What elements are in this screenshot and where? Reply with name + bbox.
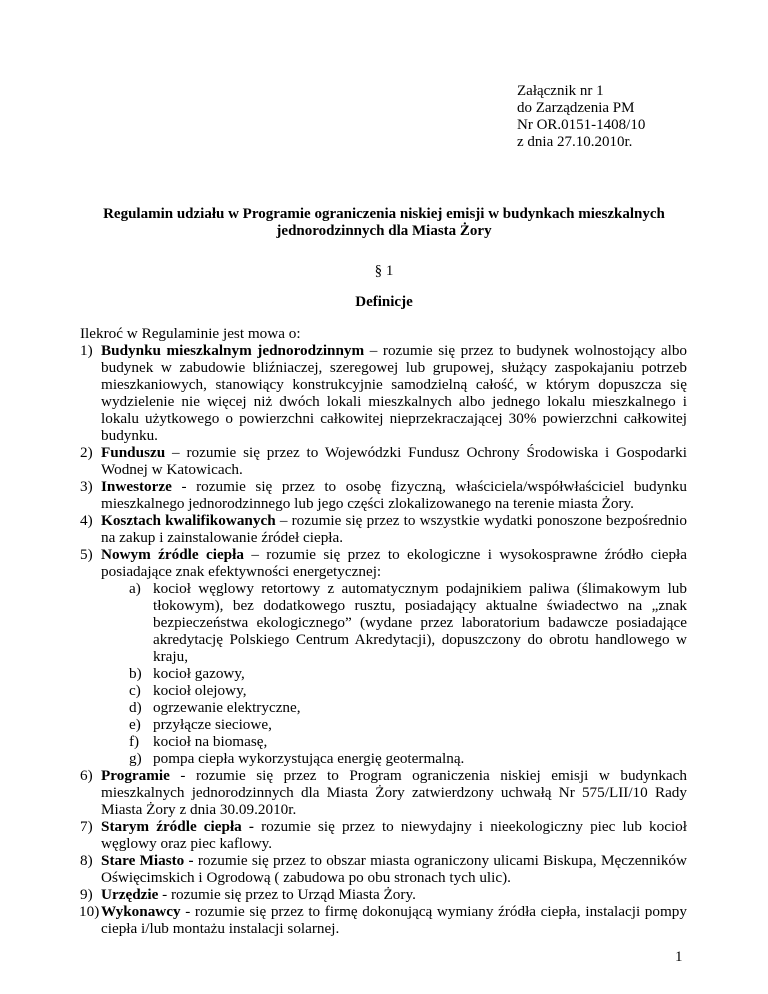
heat-source-item — [101, 665, 687, 682]
definition-text: - rozumie się przez to osobę fizyczną, właściciela/współwłaściciel budynku mieszkalnego jednorodzinnego lub jego części zlokalizowanego na terenie miasta Żory. — [101, 478, 687, 512]
document-title: Regulamin udziału w Programie ograniczenia niskiej emisji w budynkach mieszkalnych jednorodzinnych dla Miasta Żory — [103, 206, 665, 239]
sub-item-letter: f) — [129, 733, 140, 750]
definition-item — [80, 512, 687, 546]
sub-item-letter: g) — [129, 750, 142, 767]
item-number: 6) — [80, 767, 93, 784]
heat-source-item — [101, 699, 687, 716]
definitions-list — [80, 342, 687, 937]
item-number: 10) — [79, 903, 100, 920]
heat-source-item — [101, 682, 687, 699]
heat-source-item — [101, 750, 687, 767]
sub-item-letter: a) — [129, 580, 141, 597]
item-number: 5) — [80, 546, 93, 563]
heat-source-text: kocioł gazowy, — [153, 665, 245, 682]
item-number: 3) — [80, 478, 93, 495]
definition-text: - rozumie się przez to Urząd Miasta Żory. — [158, 886, 416, 903]
annex-line: do Zarządzenia PM — [517, 100, 635, 116]
definition-item — [80, 767, 687, 818]
sub-item-letter: d) — [129, 699, 142, 716]
sub-item-letter: e) — [129, 716, 141, 733]
heat-source-text: kocioł na biomasę, — [153, 733, 268, 750]
definition-term: Inwestorze — [101, 478, 172, 495]
definition-term: Urzędzie — [101, 886, 159, 903]
definition-item — [80, 886, 687, 903]
item-number: 1) — [80, 342, 93, 359]
sub-item-letter: b) — [129, 665, 142, 682]
definition-item — [80, 546, 687, 767]
heat-source-item — [101, 733, 687, 750]
definition-term: Wykonawcy — [101, 903, 181, 920]
sub-item-letter: c) — [129, 682, 141, 699]
definition-item — [80, 818, 687, 852]
definition-term: Nowym źródle ciepła — [101, 546, 244, 563]
page-number: 1 — [675, 949, 683, 965]
heat-source-text: pompa ciepła wykorzystująca energię geotermalną. — [153, 750, 465, 767]
definition-text: - rozumie się przez to firmę dokonującą wymiany źródła ciepła, instalacji pompy ciepła i/lub montażu instalacji solarnej. — [101, 903, 687, 937]
heat-source-text: kocioł olejowy, — [153, 682, 247, 699]
item-number: 9) — [80, 886, 93, 903]
heat-source-text: kocioł węglowy retortowy z automatycznym podajnikiem paliwa (ślimakowym lub tłokowym), bez dodatkowego rusztu, posiadający aktualne świadectwo na „znak bezpieczeństwa ekologicznego” (wydane przez laboratorium badawcze posiadające akredytację Polskiego Centrum Akredytacji), dopuszczony do obrotu handlowego w kraju, — [153, 580, 687, 665]
definition-text: - rozumie się przez to Program ograniczenia niskiej emisji w budynkach mieszkalnych jednorodzinnych dla Miasta Żory zatwierdzony uchwałą Nr 575/LII/10 Rady Miasta Żory z dnia 30.09.2010r. — [101, 767, 687, 818]
heat-source-item — [101, 580, 687, 665]
definition-text: rozumie się przez to obszar miasta ograniczony ulicami Biskupa, Męczenników Oświęcimskich i Ogrodową ( zabudowa po obu stronach tych ulic). — [101, 852, 687, 886]
paragraph-mark: § 1 — [374, 263, 394, 279]
definition-term: Stare Miasto - — [101, 852, 194, 869]
item-number: 7) — [80, 818, 93, 835]
document-body — [80, 325, 687, 937]
heat-sources-list — [101, 580, 687, 767]
annex-line: z dnia 27.10.2010r. — [517, 134, 633, 150]
annex-line: Załącznik nr 1 — [517, 83, 604, 99]
definition-text: rozumie się przez to niewydajny i nieekologiczny piec lub kocioł węglowy oraz piec kaflowy. — [101, 818, 687, 852]
definition-item — [80, 444, 687, 478]
definition-term: Starym źródle ciepła - — [101, 818, 254, 835]
definition-item — [80, 342, 687, 444]
definition-text: – rozumie się przez to ekologiczne i wysokosprawne źródło ciepła posiadające znak efektywności energetycznej: — [101, 546, 688, 580]
definition-item — [80, 852, 687, 886]
definition-term: Budynku mieszkalnym jednorodzinnym — [101, 342, 365, 359]
definition-term: Funduszu — [101, 444, 166, 461]
heat-source-item — [101, 716, 687, 733]
heat-source-text: przyłącze sieciowe, — [153, 716, 272, 733]
definition-item — [80, 478, 687, 512]
definition-term: Programie — [101, 767, 170, 784]
annex-line: Nr OR.0151-1408/10 — [517, 117, 646, 133]
annex-header — [517, 83, 645, 151]
definition-text: – rozumie się przez to budynek wolnostojący albo budynek w zabudowie bliźniaczej, szeregowej lub grupowej, służący zaspokajaniu potrzeb mieszkaniowych, stanowiący konstrukcyjnie samodzielną całość, w którym dopuszcza się wydzielenie nie więcej niż dwóch lokali mieszkalnych albo jednego lokalu mieszkalnego i lokalu użytkowego o powierzchni całkowitej nieprzekraczającej 30% powierzchni całkowitej budynku. — [101, 342, 688, 444]
section-title: Definicje — [355, 294, 413, 310]
item-number: 4) — [80, 512, 93, 529]
item-number: 8) — [80, 852, 93, 869]
item-number: 2) — [80, 444, 93, 461]
definition-text: – rozumie się przez to Wojewódzki Fundusz Ochrony Środowiska i Gospodarki Wodnej w Katowicach. — [101, 444, 687, 478]
definition-text: – rozumie się przez to wszystkie wydatki ponoszone bezpośrednio na zakup i zainstalowanie źródeł ciepła. — [101, 512, 687, 546]
definition-item — [80, 903, 687, 937]
intro-text: Ilekroć w Regulaminie jest mowa o: — [80, 325, 301, 342]
definition-term: Kosztach kwalifikowanych — [101, 512, 276, 529]
heat-source-text: ogrzewanie elektryczne, — [153, 699, 301, 716]
